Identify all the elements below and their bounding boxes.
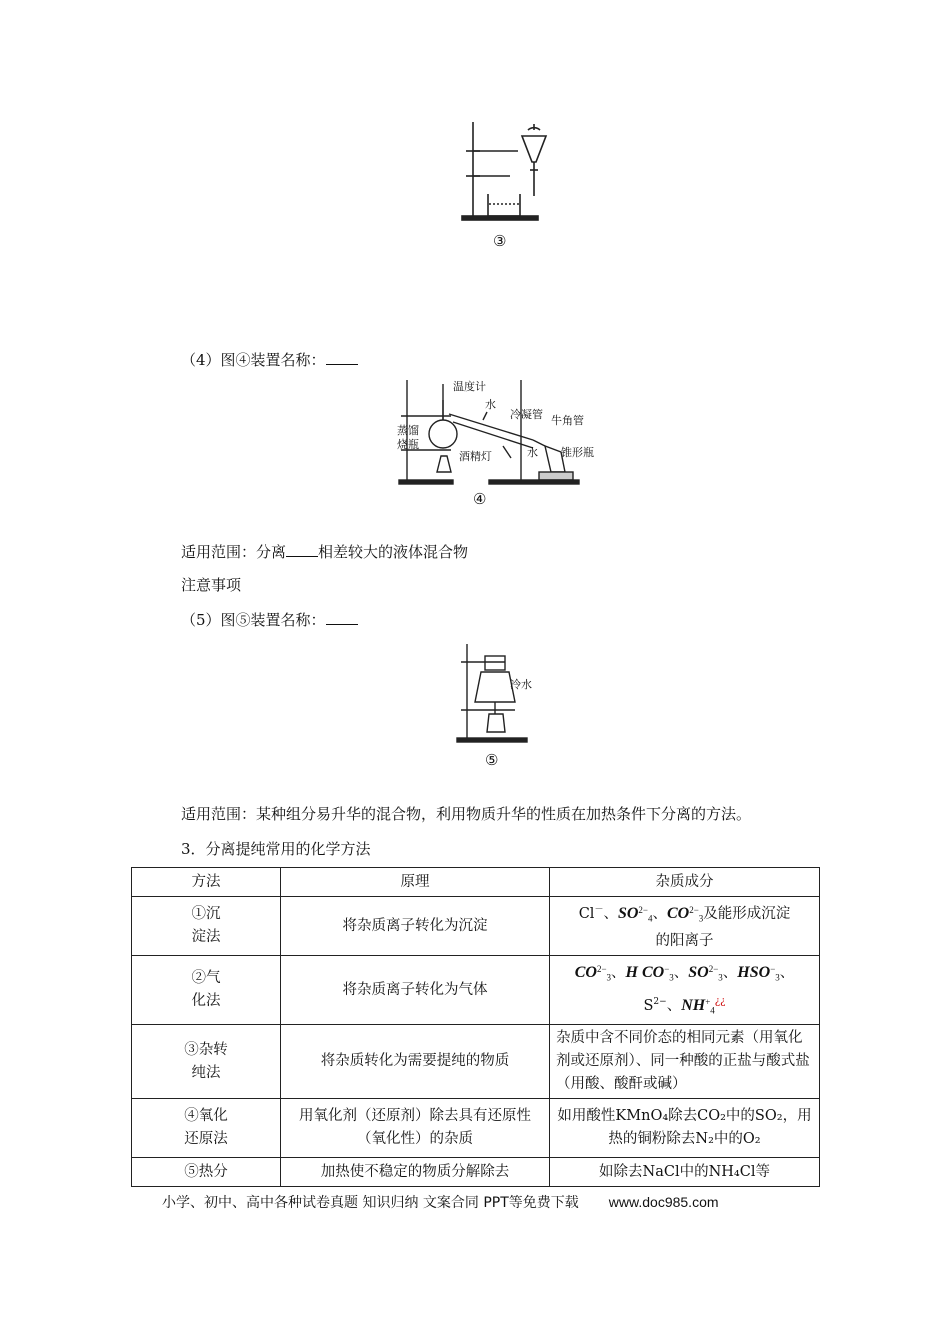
figure-4-caption: ④ (473, 490, 487, 508)
impurity-cell: 如除去NaCl中的NH₄Cl等 (550, 1158, 820, 1187)
table-header-row (132, 868, 820, 897)
table-row (132, 1099, 820, 1158)
scope-4 (181, 541, 468, 562)
label-water-out: 水 (527, 446, 538, 459)
figure-4-distillation-apparatus (393, 376, 594, 490)
question-5 (181, 609, 358, 630)
method-cell: ③杂转 纯法 (132, 1025, 281, 1099)
label-cold-water: 冷水 (510, 678, 532, 691)
figure-5-sublimation-apparatus (455, 640, 565, 746)
principle-cell: 加热使不稳定的物质分解除去 (281, 1158, 550, 1187)
label-condenser: 冷凝管 (510, 408, 543, 421)
figure-5-caption: ⑤ (485, 751, 499, 769)
header-principle: 原理 (281, 868, 550, 897)
label-conical-flask: 锥形瓶 (561, 446, 594, 459)
header-method: 方法 (132, 868, 281, 897)
impurity-cell: 杂质中含不同价态的相同元素（用氧化剂或还原剂）、同一种酸的正盐与酸式盐（用酸、酸酐或碱） (550, 1025, 820, 1099)
answer-blank-5 (326, 612, 358, 625)
header-impurity: 杂质成分 (550, 868, 820, 897)
scope-4-suffix: 相差较大的液体混合物 (318, 543, 469, 561)
method-cell: ②气 化法 (132, 956, 281, 1025)
scope-5: 适用范围：某种组分易升华的混合物，利用物质升华的性质在加热条件下分离的方法。 (181, 805, 752, 823)
footer-text: 小学、初中、高中各种试卷真题 知识归纳 文案合同 PPT等免费下载 (162, 1195, 579, 1211)
impurity-cell: $CO^{2-}_3$、H $CO^-_3$、$SO^{2-}_3$、$HSO^-_3$、 $S^{2-}$、$NH^+_4^{¿¿}$ (550, 956, 820, 1025)
principle-cell: 将杂质离子转化为沉淀 (281, 897, 550, 956)
principle-cell: 将杂质转化为需要提纯的物质 (281, 1025, 550, 1099)
label-water-in: 水 (485, 398, 496, 411)
impurity-cell: 如用酸性KMnO₄除去CO₂中的SO₂，用热的铜粉除去N₂中的O₂ (550, 1099, 820, 1158)
question-4 (181, 349, 358, 370)
question-4-label: （4）图④装置名称： (181, 351, 326, 369)
page-footer (162, 1192, 719, 1212)
method-cell: ⑤热分 (132, 1158, 281, 1187)
question-5-label: （5）图⑤装置名称： (181, 611, 326, 629)
table-row (132, 1025, 820, 1099)
section-3-heading: 3．分离提纯常用的化学方法 (181, 840, 371, 858)
chemical-methods-table (131, 867, 820, 1187)
principle-cell: 将杂质离子转化为气体 (281, 956, 550, 1025)
label-flask-2: 烧瓶 (397, 438, 419, 451)
principle-cell: 用氧化剂（还原剂）除去具有还原性（氧化性）的杂质 (281, 1099, 550, 1158)
label-adapter: 牛角管 (551, 414, 584, 427)
method-cell: ④氧化 还原法 (132, 1099, 281, 1158)
footer-url[interactable]: www.doc985.com (608, 1194, 719, 1210)
scope-4-prefix: 适用范围：分离 (181, 543, 287, 561)
label-thermometer: 温度计 (453, 380, 486, 393)
figure-3-caption: ③ (493, 232, 507, 250)
table-row (132, 956, 820, 1025)
answer-blank (326, 352, 358, 365)
notes-heading: 注意事项 (181, 576, 242, 594)
label-alcohol-lamp: 酒精灯 (459, 450, 492, 463)
table-row (132, 1158, 820, 1187)
table-row (132, 897, 820, 956)
label-flask-1: 蒸馏 (397, 424, 419, 437)
impurity-cell: Cl－、$SO^{2-}_4$、$CO^{2-}_3$及能形成沉淀 的阳离子 (550, 897, 820, 956)
figure-3-separatory-funnel (458, 118, 548, 223)
scope-4-blank (286, 544, 318, 557)
method-cell: ①沉 淀法 (132, 897, 281, 956)
